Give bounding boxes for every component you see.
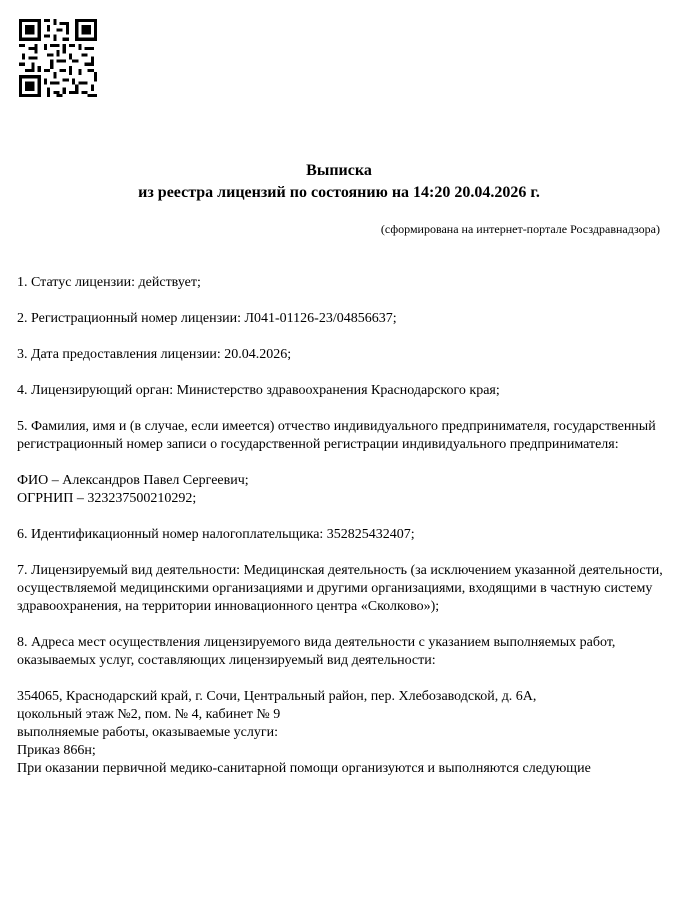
generated-note: (сформирована на интернет-портале Росздравнадзора)	[380, 222, 660, 236]
document-title	[0, 160, 678, 204]
title-line-2: из реестра лицензий по состоянию на 14:20 20.04.2026 г.	[138, 184, 540, 201]
address-line-1: 354065, Краснодарский край, г. Сочи, Центральный район, пер. Хлебозаводской, д. 6А,	[17, 689, 537, 704]
order-reference: Приказ 866н;	[17, 743, 96, 758]
title-line-1: Выписка	[306, 162, 372, 179]
license-status: 1. Статус лицензии: действует;	[17, 275, 201, 290]
entrepreneur-fio: ФИО – Александров Павел Сергеевич;	[17, 473, 249, 488]
qr-code	[19, 19, 97, 97]
licensing-authority: 4. Лицензирующий орган: Министерство здравоохранения Краснодарского края;	[17, 383, 500, 398]
document-body	[17, 274, 663, 778]
entrepreneur-ogrnip: ОГРНИП – 323237500210292;	[17, 491, 197, 506]
addresses-heading: 8. Адреса мест осуществления лицензируемого вида деятельности с указанием выполняемых работ, оказываемых услуг, составляющих лицензируемый вид деятельности:	[17, 635, 616, 668]
license-issue-date: 3. Дата предоставления лицензии: 20.04.2026;	[17, 347, 292, 362]
entrepreneur-heading: 5. Фамилия, имя и (в случае, если имеется) отчество индивидуального предпринимателя, государственный регистрационный номер записи о государственной регистрации индивидуального предпринимателя:	[17, 419, 656, 452]
license-registration-number: 2. Регистрационный номер лицензии: Л041-01126-23/04856637;	[17, 311, 397, 326]
works-label: выполняемые работы, оказываемые услуги:	[17, 725, 279, 740]
licensed-activity: 7. Лицензируемый вид деятельности: Медицинская деятельность (за исключением указанной деятельности, осуществляемой медицинскими организациями и другими организациями, входящими в частную систему здравоохранения, на территории инновационного центра «Сколково»);	[17, 563, 663, 614]
address-line-2: цокольный этаж №2, пом. № 4, кабинет № 9	[17, 707, 281, 722]
taxpayer-inn: 6. Идентификационный номер налогоплательщика: 352825432407;	[17, 527, 415, 542]
primary-care-text: При оказании первичной медико-санитарной помощи организуются и выполняются следующие	[17, 761, 591, 776]
